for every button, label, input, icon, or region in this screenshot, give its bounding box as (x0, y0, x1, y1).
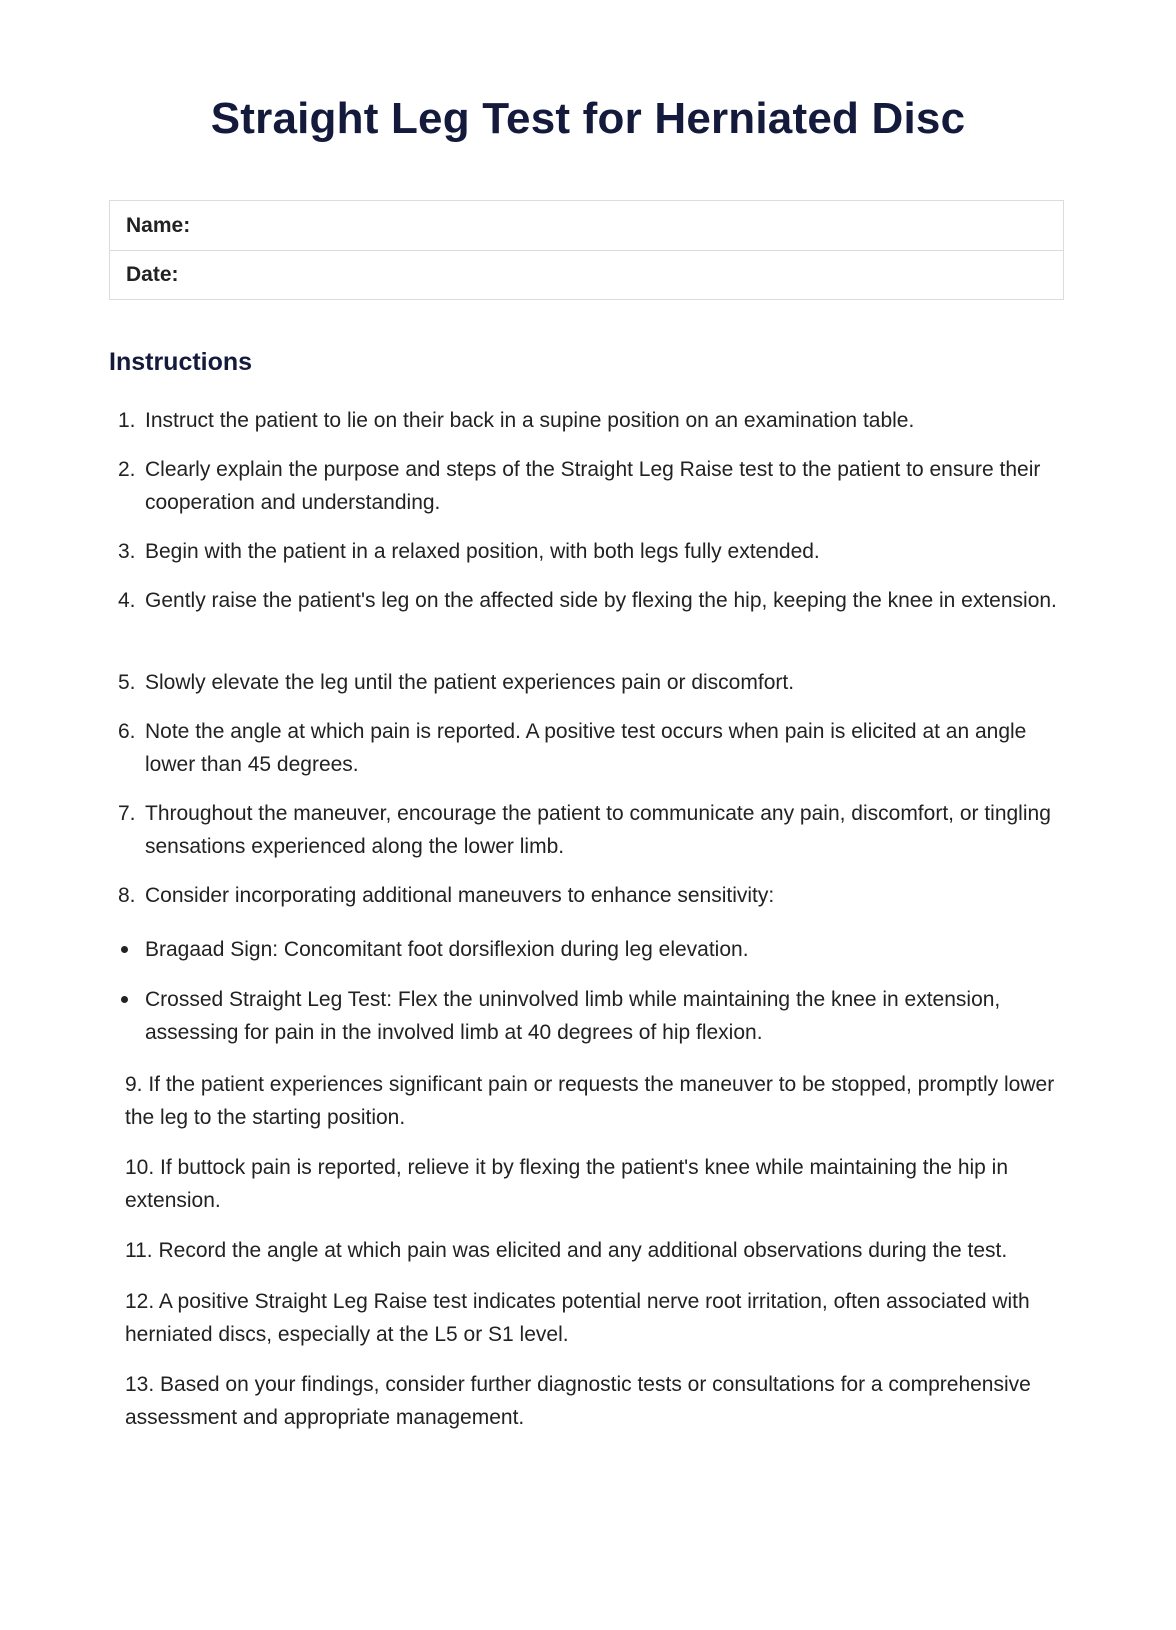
list-item (118, 666, 1075, 699)
page-title: Straight Leg Test for Herniated Disc (210, 94, 966, 143)
list-item-text: Clearly explain the purpose and steps of the Straight Leg Raise test to the patient to ensure their cooperation and understanding. (145, 458, 1041, 514)
patient-info-table (109, 200, 1064, 300)
bullet-item (145, 933, 1075, 966)
list-item (118, 715, 1075, 781)
bullet-icon (121, 996, 128, 1003)
name-field-row[interactable] (110, 201, 1063, 250)
list-item-text: Note the angle at which pain is reported. A positive test occurs when pain is elicited at an angle lower than 45 degrees. (145, 720, 1027, 776)
list-item (118, 535, 1075, 568)
list-item-number: 1. (118, 409, 136, 432)
bullet-item-text: Crossed Straight Leg Test: Flex the uninvolved limb while maintaining the knee in extension, assessing for pain in the involved limb at 40 degrees of hip flexion. (145, 988, 1001, 1044)
list-item-text: Begin with the patient in a relaxed position, with both legs fully extended. (145, 540, 820, 563)
list-item-number: 4. (118, 589, 136, 612)
date-field-row[interactable] (110, 250, 1063, 299)
list-item-text: Instruct the patient to lie on their back in a supine position on an examination table. (145, 409, 915, 432)
instruction-paragraph: 10. If buttock pain is reported, relieve it by flexing the patient's knee while maintaining the hip in extension. (125, 1156, 1009, 1212)
instruction-paragraph: 9. If the patient experiences significant pain or requests the maneuver to be stopped, promptly lower the leg to the starting position. (125, 1073, 1055, 1129)
name-label: Name: (126, 213, 191, 237)
list-item-text: Slowly elevate the leg until the patient experiences pain or discomfort. (145, 671, 795, 694)
bullet-item-text: Bragaad Sign: Concomitant foot dorsiflexion during leg elevation. (145, 938, 749, 961)
list-item-number: 3. (118, 540, 136, 563)
list-item (118, 584, 1075, 617)
list-item-text: Gently raise the patient's leg on the affected side by flexing the hip, keeping the knee in extension. (145, 589, 1057, 612)
list-item-number: 7. (118, 802, 136, 825)
list-item (118, 797, 1075, 863)
bullet-item (145, 983, 1075, 1049)
list-item (118, 404, 1075, 437)
list-item (118, 453, 1075, 519)
instructions-heading: Instructions (109, 348, 253, 376)
list-item (118, 879, 1075, 912)
list-item-number: 2. (118, 458, 136, 481)
instruction-paragraph: 13. Based on your findings, consider further diagnostic tests or consultations for a comprehensive assessment and appropriate management. (125, 1373, 1031, 1429)
bullet-icon (121, 946, 128, 953)
list-item-text: Consider incorporating additional maneuvers to enhance sensitivity: (145, 884, 775, 907)
instruction-paragraph: 12. A positive Straight Leg Raise test indicates potential nerve root irritation, often associated with herniated discs, especially at the L5 or S1 level. (125, 1290, 1030, 1346)
instruction-paragraph: 11. Record the angle at which pain was elicited and any additional observations during the test. (125, 1239, 1008, 1262)
list-item-number: 6. (118, 720, 136, 743)
list-item-number: 5. (118, 671, 136, 694)
list-item-number: 8. (118, 884, 136, 907)
list-item-text: Throughout the maneuver, encourage the patient to communicate any pain, discomfort, or tingling sensations experienced along the lower limb. (145, 802, 1051, 858)
date-label: Date: (126, 263, 179, 286)
